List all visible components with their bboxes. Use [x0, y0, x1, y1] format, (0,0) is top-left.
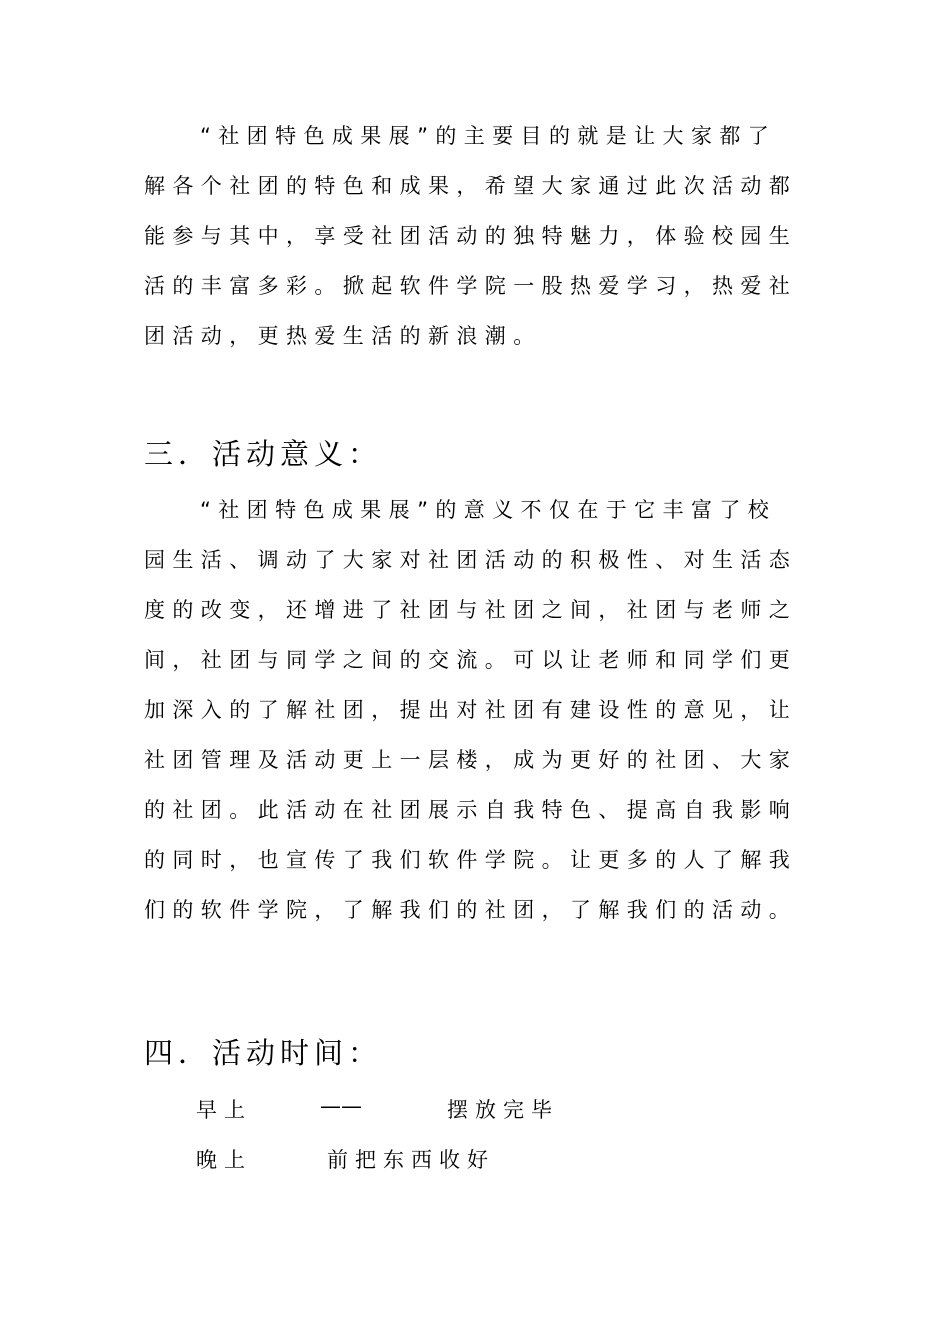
time-label: 晚上: [196, 1148, 252, 1172]
time-dash: ——: [320, 1094, 362, 1118]
section-4-heading: 四．活动时间：: [144, 1036, 383, 1070]
time-text: 摆放完毕: [447, 1098, 559, 1122]
time-text: 前把东西收好: [327, 1148, 495, 1172]
section-3-heading: 三．活动意义：: [144, 437, 383, 471]
time-label: 早上: [196, 1098, 252, 1122]
significance-paragraph: “社团特色成果展”的意义不仅在于它丰富了校园生活、调动了大家对社团活动的积极性、对生活态度的改变，还增进了社团与社团之间，社团与老师之间，社团与同学之间的交流。可以让老师和同学们更加深入的了解社团，提出对社团有建设性的意见，让社团管理及活动更上一层楼，成为更好的社团、大家的社团。此活动在社团展示自我特色、提高自我影响的同时，也宣传了我们软件学院。让更多的人了解我们的软件学院，了解我们的社团，了解我们的活动。: [144, 498, 798, 922]
purpose-paragraph: “社团特色成果展”的主要目的就是让大家都了解各个社团的特色和成果，希望大家通过此次活动都能参与其中，享受社团活动的独特魅力，体验校园生活的丰富多彩。掀起软件学院一股热爱学习，热爱社团活动，更热爱生活的新浪潮。: [144, 124, 798, 348]
